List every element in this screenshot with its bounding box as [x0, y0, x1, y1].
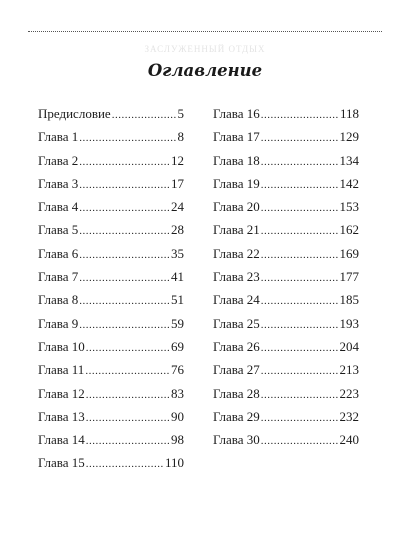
toc-entry	[213, 269, 359, 292]
toc-entry-page: 98	[171, 432, 184, 448]
toc-entry	[213, 106, 359, 129]
toc-dot-leader	[261, 272, 339, 284]
toc-entry	[213, 432, 359, 455]
toc-entry-page: 213	[339, 362, 359, 378]
toc-entry-name: Глава 10	[38, 338, 85, 354]
toc-entry-name: Глава 16	[213, 106, 260, 121]
toc-entry-name: Глава 1	[38, 129, 79, 145]
toc-entry	[38, 129, 184, 152]
toc-entry-name: Глава 26	[213, 338, 260, 354]
toc-entry-page: 76	[171, 362, 184, 378]
toc-dot-leader	[261, 389, 339, 401]
toc-entry-page: 177	[339, 269, 359, 285]
toc-dot-leader	[79, 225, 170, 237]
toc-entry-name: Глава 7	[38, 269, 79, 285]
toc-dot-leader	[261, 225, 339, 237]
toc-entry	[213, 153, 359, 176]
toc-entry-name: Глава 18	[213, 152, 260, 168]
toc-entry-page: 35	[171, 245, 184, 261]
toc-dot-leader	[79, 295, 170, 307]
toc-entry-name: Глава 27	[213, 362, 260, 378]
toc-entry	[38, 362, 184, 385]
toc-entry	[38, 222, 184, 245]
toc-entry-name: Глава 29	[213, 408, 260, 424]
toc-entry-name: Глава 11	[38, 362, 85, 378]
toc-entry-page: 240	[339, 432, 359, 448]
toc-dot-leader	[79, 319, 170, 331]
toc-entry-name: Глава 2	[38, 152, 79, 168]
toc-entry-page: 69	[171, 338, 184, 354]
toc-entry-name: Глава 21	[213, 222, 260, 238]
toc-entry-page: 83	[171, 385, 184, 401]
toc-entry-page: 204	[339, 338, 359, 354]
toc-entry-name: Глава 19	[213, 175, 260, 191]
toc-entry-page: 28	[171, 222, 184, 238]
toc-dot-leader	[112, 109, 177, 121]
toc-entry	[213, 316, 359, 339]
toc-dot-leader	[261, 365, 339, 377]
toc-entry	[38, 316, 184, 339]
toc-entry	[38, 432, 184, 455]
toc-dot-leader	[261, 319, 339, 331]
toc-column-left	[38, 106, 184, 479]
toc-entry-name: Глава 25	[213, 315, 260, 331]
toc-entry-page: 185	[339, 292, 359, 308]
toc-entry-name: Предисловие	[38, 106, 111, 121]
toc-dot-leader	[79, 179, 170, 191]
toc-entry-page: 232	[339, 408, 359, 424]
toc-dot-leader	[79, 202, 170, 214]
toc-dot-leader	[261, 202, 339, 214]
toc-entry-page: 59	[171, 315, 184, 331]
toc-entry	[213, 339, 359, 362]
toc-entry-name: Глава 24	[213, 292, 260, 308]
toc-entry-page: 118	[339, 106, 359, 121]
toc-entry	[213, 246, 359, 269]
toc-entry	[38, 292, 184, 315]
toc-entry-page: 169	[339, 245, 359, 261]
page-title: Оглавление	[147, 61, 263, 80]
toc-entry-name: Глава 15	[38, 455, 85, 471]
toc-entry-name: Глава 13	[38, 408, 85, 424]
toc-entry-name: Глава 28	[213, 385, 260, 401]
top-dotted-rule	[28, 31, 382, 32]
toc-entry	[38, 386, 184, 409]
toc-dot-leader	[86, 412, 170, 424]
toc-entry	[213, 176, 359, 199]
toc-entry	[38, 153, 184, 176]
toc-entry-page: 223	[339, 385, 359, 401]
toc-entry	[38, 269, 184, 292]
toc-entry-name: Глава 3	[38, 175, 79, 191]
toc-entry-name: Глава 30	[213, 432, 260, 448]
toc-entry	[38, 339, 184, 362]
toc-entry	[213, 199, 359, 222]
toc-entry	[38, 409, 184, 432]
toc-dot-leader	[261, 295, 339, 307]
toc-entry-page: 5	[177, 106, 184, 121]
toc-dot-leader	[79, 249, 170, 261]
toc-entry-page: 12	[171, 152, 184, 168]
toc-entry-page: 90	[171, 408, 184, 424]
toc-entry	[213, 362, 359, 385]
toc-dot-leader	[79, 132, 176, 144]
toc-dot-leader	[86, 458, 164, 470]
toc-entry-page: 129	[339, 129, 359, 145]
toc-entry	[38, 199, 184, 222]
toc-entry-name: Глава 14	[38, 432, 85, 448]
toc-entry-page: 134	[339, 152, 359, 168]
toc-entry-page: 8	[177, 129, 184, 145]
toc-entry-page: 110	[164, 455, 184, 471]
toc-entry-page: 193	[339, 315, 359, 331]
toc-dot-leader	[261, 412, 339, 424]
toc-entry-page: 17	[171, 175, 184, 191]
toc-entry-name: Глава 9	[38, 315, 79, 331]
toc-entry-name: Глава 6	[38, 245, 79, 261]
toc-entry-name: Глава 5	[38, 222, 79, 238]
toc-entry	[213, 129, 359, 152]
toc-entry-page: 142	[339, 175, 359, 191]
toc-dot-leader	[261, 435, 339, 447]
toc-dot-leader	[261, 342, 339, 354]
toc-dot-leader	[86, 389, 170, 401]
toc-dot-leader	[85, 365, 170, 377]
toc-dot-leader	[86, 342, 170, 354]
toc-dot-leader	[79, 272, 170, 284]
toc-entry	[213, 386, 359, 409]
faint-header-text: ЗАСЛУЖЕННЫЙ ОТДЫХ	[144, 44, 266, 54]
toc-entry-name: Глава 4	[38, 199, 79, 215]
toc-entry-name: Глава 12	[38, 385, 85, 401]
toc-entry-page: 24	[171, 199, 184, 215]
toc-entry	[38, 176, 184, 199]
toc-entry-name: Глава 20	[213, 199, 260, 215]
toc-entry-page: 51	[171, 292, 184, 308]
toc-dot-leader	[261, 132, 339, 144]
toc-dot-leader	[261, 249, 339, 261]
toc-dot-leader	[261, 156, 339, 168]
toc-entry-name: Глава 22	[213, 245, 260, 261]
toc-dot-leader	[79, 156, 170, 168]
toc-entry-name: Глава 23	[213, 269, 260, 285]
toc-entry-page: 41	[171, 269, 184, 285]
toc-entry-name: Глава 17	[213, 129, 260, 145]
toc-entry	[213, 409, 359, 432]
toc-dot-leader	[86, 435, 170, 447]
toc-entry	[38, 246, 184, 269]
toc-dot-leader	[261, 109, 339, 121]
toc-entry	[213, 222, 359, 245]
toc-entry	[38, 455, 184, 478]
toc-entry-name: Глава 8	[38, 292, 79, 308]
toc-entry	[213, 292, 359, 315]
toc-entry	[38, 106, 184, 129]
toc-dot-leader	[261, 179, 339, 191]
toc-column-right	[213, 106, 359, 455]
toc-entry-page: 162	[339, 222, 359, 238]
toc-entry-page: 153	[339, 199, 359, 215]
